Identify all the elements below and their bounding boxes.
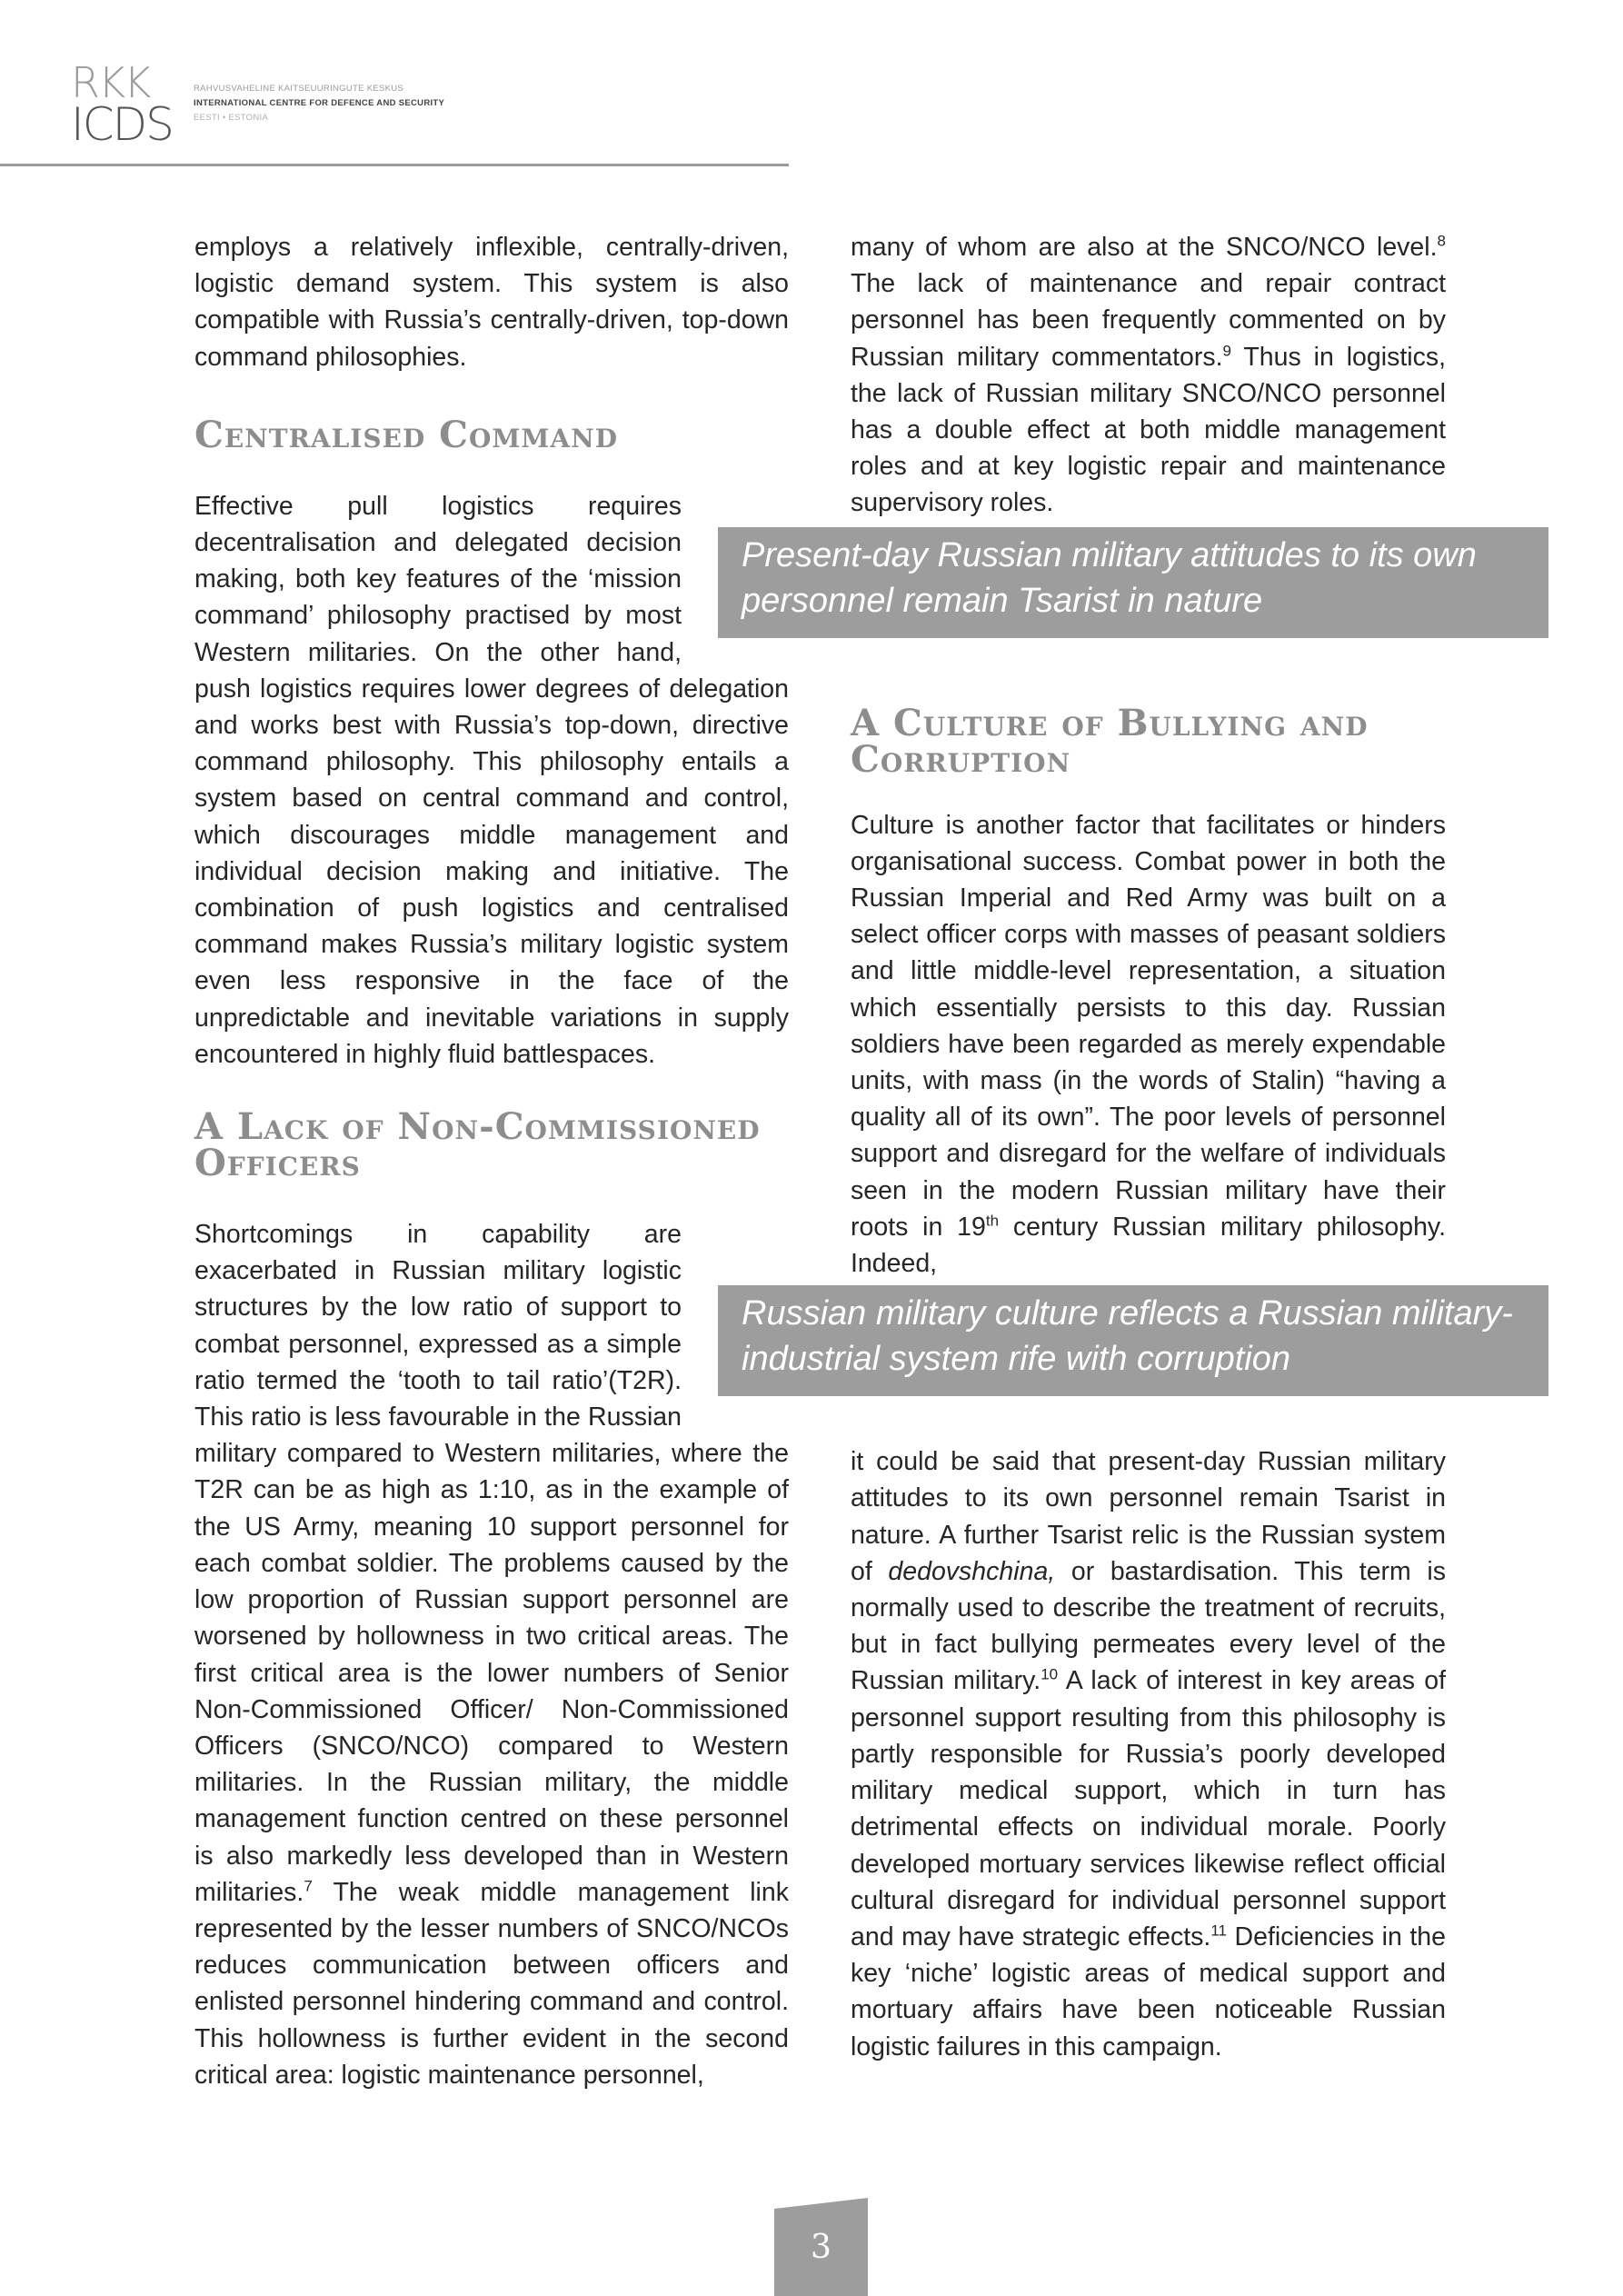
paragraph (851, 229, 1446, 522)
footnote-ref[interactable]: 10 (1041, 1665, 1059, 1683)
logo-line-1: RKK (71, 58, 150, 107)
paragraph-text: Culture is another factor that facilitates or hinders organisational success. Combat power in both the Russian Imperial and Red Army was built on a select officer corps with masses of peasant soldiers and little middle-level representation, a situation which essentially persists to this day. Russian soldiers have been regarded as merely expendable units, with mass (in the words of Stalin) “having a quality all of its own”. The poor levels of personnel support and disregard for the welfare of individuals seen in the modern Russian military have their roots in 19 (851, 810, 1446, 1242)
paragraph-text: A lack of interest in key areas of personnel support resulting from this philosophy is partly responsible for Russia’s poorly developed military medical support, which in turn has detrimental effects on individual morale. Poorly developed mortuary services likewise reflect official cultural disregard for individual personnel support and may have strategic effects. (851, 1666, 1446, 1952)
section-heading-centralised-command: Centralised Command (194, 413, 618, 456)
italic-term: dedovshchina, (888, 1556, 1056, 1586)
org-country: EESTI • ESTONIA (194, 113, 269, 123)
paragraph: employs a relatively inflexible, centrally-driven, logistic demand system. This system is also compatible with Russia’s centrally-driven, top-down command philosophies. (194, 233, 789, 372)
page-number-box (774, 2209, 868, 2296)
paragraph-text: it could be said that present-day Russian military attitudes to its own personnel remain Tsarist in nature. A further Tsarist relic is the Russian system of (851, 1447, 1446, 1586)
paragraph-text: Effective pull logistics requires decentralisation and delegated decision making, both key features of the ‘mission command’ philosophy practised by most Western militaries. On the other hand, push logistics requires lower degrees of delegation and works best with Russia’s top-down, directive command philosophy. This philosophy entails a system based on central command and control, which discourages middle management and individual decision making and initiative. The combination of push logistics and centralised command makes Russia’s military logistic system even less responsive in the face of the unpredictable and inevitable variations in supply encountered in highly fluid battlespaces. (194, 491, 789, 1069)
page-number: 3 (811, 2229, 831, 2266)
left-column (194, 229, 789, 2093)
paragraph-text: Shortcomings in capability are exacerbated in Russian military logistic structures by the low ratio of support to combat personnel, expressed as a simple ratio termed the ‘tooth to tail ratio’(T2R). This ratio is less favourable in the Russian military compared to Western militaries, where the T2R can be as high as 1:10, as in the example of the US Army, meaning 10 support personnel for each combat soldier. The problems caused by the low proportion of Russian support personnel are worsened by hollowness in two critical areas. The first critical area is the lower numbers of Senior Non-Commissioned Officer/ Non-Commissioned Officers (SNCO/NCO) compared to Western militaries. In the Russian military, the middle management function centred on these personnel is also markedly less developed than in Western militaries. (194, 1220, 789, 1907)
paragraph-text: many of whom are also at the SNCO/NCO level. (851, 233, 1438, 262)
paragraph-text: Deficiencies in the key ‘niche’ logistic areas of medical support and mortuary affairs have been noticeable Russian logistic failures in this campaign. (851, 1922, 1447, 2061)
section-heading-culture-of-bullying: A Culture of Bullying and Corruption (851, 701, 1369, 781)
paragraph-text: The weak middle management link represented by the lesser numbers of SNCO/NCOs reduces communication between officers and enlisted personnel hindering command and control. This hollowness is further evident in the second critical area: logistic maintenance personnel, (194, 1877, 789, 2090)
pull-quote-corruption: Russian military culture reflects a Russian military-industrial system rife with corruption (718, 1285, 1548, 1396)
footnote-ref[interactable]: 11 (1210, 1922, 1227, 1940)
pull-quote-tsarist: Present-day Russian military attitudes to its own personnel remain Tsarist in nature (718, 527, 1548, 638)
paragraph-text: or bastardisation. This term is normally used to describe the treatment of recruits, but in fact bullying permeates every level of the Russian military. (851, 1556, 1447, 1696)
org-name-english: INTERNATIONAL CENTRE FOR DEFENCE AND SECURITY (194, 98, 445, 108)
paragraph (194, 488, 789, 1073)
section-heading-lack-of-ncos: A Lack of Non-Commissioned Officers (194, 1105, 761, 1185)
org-name-estonian: RAHVUSVAHELINE KAITSEUURINGUTE KESKUS (194, 84, 404, 94)
rkk-icds-logo (71, 58, 173, 151)
paragraph-text: The lack of maintenance and repair contract personnel has been frequently commented on by Russian military commentators. (851, 269, 1446, 372)
superscript: th (985, 1212, 1000, 1230)
logo-line-2: ICDS (71, 98, 173, 151)
paragraph-text: Thus in logistics, the lack of Russian military SNCO/NCO personnel has a double effect at both middle management roles and at key logistic repair and maintenance supervisory roles. (851, 342, 1446, 518)
header-divider (0, 164, 789, 166)
footnote-ref[interactable]: 7 (304, 1877, 313, 1895)
footnote-ref[interactable]: 8 (1437, 232, 1446, 250)
organization-name (194, 82, 444, 125)
paragraph (194, 1216, 789, 2093)
footnote-ref[interactable]: 9 (1222, 342, 1231, 360)
right-column (851, 229, 1446, 2065)
page-header (0, 0, 791, 168)
paragraph (851, 807, 1446, 1283)
paragraph (851, 1443, 1446, 2064)
paragraph-text: century Russian military philosophy. Indeed, (851, 1212, 1446, 1279)
page-tab-corner (774, 2198, 868, 2209)
